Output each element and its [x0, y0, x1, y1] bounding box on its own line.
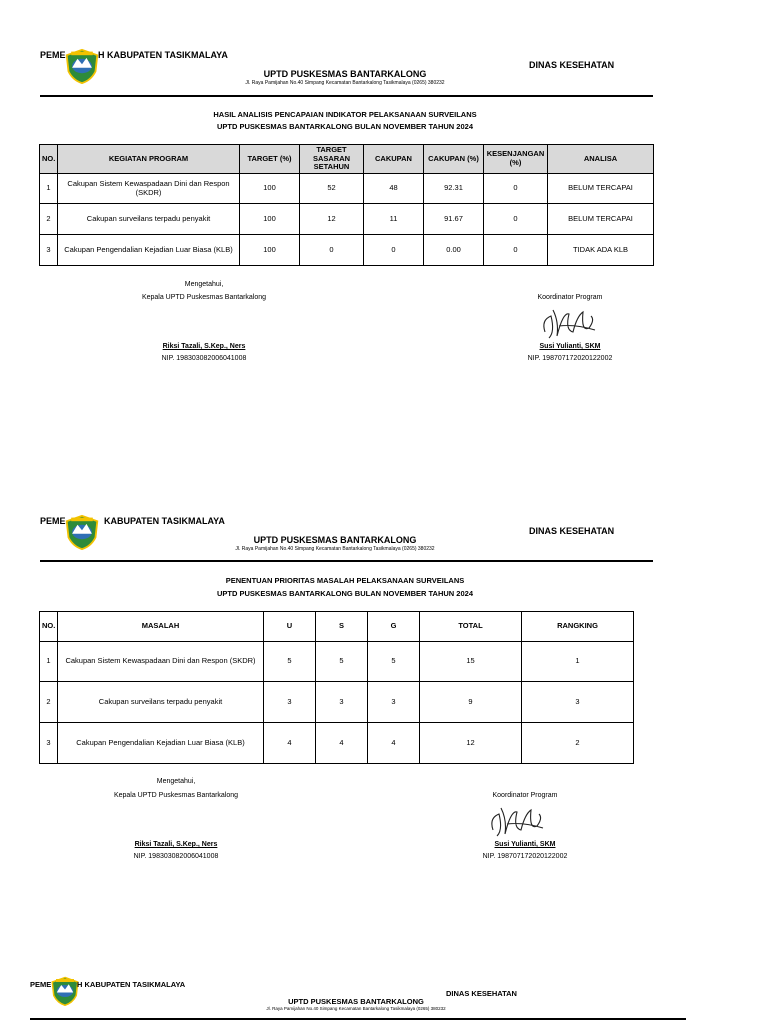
priority-table	[39, 611, 634, 764]
regency-emblem-icon	[64, 514, 100, 550]
table-cell: 3	[40, 235, 58, 266]
table-cell: 3	[316, 682, 368, 723]
table-header-row	[40, 145, 654, 174]
regency-emblem-icon	[50, 976, 80, 1006]
col-header: KEGIATAN PROGRAM	[58, 145, 240, 174]
table-cell: Cakupan surveilans terpadu penyakit	[58, 204, 240, 235]
table-cell: 4	[368, 723, 420, 764]
col-header: RANGKING	[522, 612, 634, 642]
table-cell: 12	[300, 204, 364, 235]
unit-address: Jl. Raya Pamijahan No.40 Simpang Kecamatan Bantarkalong Tasikmalaya (0265) 380232	[266, 1006, 446, 1011]
table-cell: 4	[316, 723, 368, 764]
col-header: KESENJANGAN (%)	[484, 145, 548, 174]
sign-right-nip: NIP. 198707172020122002	[527, 355, 613, 362]
gov-name-left: PEME	[40, 516, 66, 526]
table-cell: Cakupan Sistem Kewaspadaan Dini dan Respon (SKDR)	[58, 174, 240, 204]
gov-name-left: PEME	[30, 980, 52, 989]
table-cell: 11	[364, 204, 424, 235]
department-name: DINAS KESEHATAN	[529, 526, 615, 536]
header-rule	[40, 560, 653, 562]
table-cell: 1	[40, 174, 58, 204]
sign-left-nip: NIP. 198303082006041008	[161, 355, 247, 362]
col-header: NO.	[40, 145, 58, 174]
sign-right-role: Koordinator Program	[492, 792, 558, 799]
unit-name: UPTD PUSKESMAS BANTARKALONG	[253, 535, 417, 545]
col-header: TARGET SASARAN SETAHUN	[300, 145, 364, 174]
regency-emblem-icon	[64, 48, 100, 84]
table-cell: 1	[40, 642, 58, 682]
sign-right-name: Susi Yulianti, SKM	[494, 841, 556, 848]
sign-left-nip: NIP. 198303082006041008	[133, 853, 219, 860]
table-cell: 0	[484, 204, 548, 235]
table-cell: 100	[240, 204, 300, 235]
table-cell: Cakupan surveilans terpadu penyakit	[58, 682, 264, 723]
sign-left-line2: Kepala UPTD Puskesmas Bantarkalong	[113, 792, 239, 799]
unit-address: Jl. Raya Pamijahan No.40 Simpang Kecamatan Bantarkalong Tasikmalaya (0265) 380232	[245, 80, 445, 86]
table-cell: BELUM TERCAPAI	[548, 174, 654, 204]
table-cell: 91.67	[424, 204, 484, 235]
gov-name-left: PEME	[40, 50, 66, 60]
col-header: NO.	[40, 612, 58, 642]
table-subtitle-1: UPTD PUSKESMAS BANTARKALONG BULAN NOVEMBER TAHUN 2024	[217, 122, 473, 131]
sign-left-name: Riksi Tazali, S.Kep., Ners	[162, 343, 246, 350]
sign-right-role: Koordinator Program	[537, 294, 603, 301]
table-cell: 52	[300, 174, 364, 204]
table-header-row	[40, 612, 634, 642]
table-cell: 1	[522, 642, 634, 682]
table-cell: Cakupan Sistem Kewaspadaan Dini dan Respon (SKDR)	[58, 642, 264, 682]
unit-address: Jl. Raya Pamijahan No.40 Simpang Kecamatan Bantarkalong Tasikmalaya (0265) 380232	[235, 546, 435, 552]
sign-right-name: Susi Yulianti, SKM	[539, 343, 601, 350]
table-cell: 3	[40, 723, 58, 764]
table-row	[40, 682, 634, 723]
col-header: CAKUPAN	[364, 145, 424, 174]
table-subtitle-2: UPTD PUSKESMAS BANTARKALONG BULAN NOVEMBER TAHUN 2024	[217, 589, 473, 598]
table-cell: 5	[368, 642, 420, 682]
table-row	[40, 642, 634, 682]
table-cell: 3	[264, 682, 316, 723]
sign-right-nip: NIP. 198707172020122002	[482, 853, 568, 860]
table-cell: 12	[420, 723, 522, 764]
col-header: ANALISA	[548, 145, 654, 174]
table-cell: TIDAK ADA KLB	[548, 235, 654, 266]
table-cell: 2	[40, 204, 58, 235]
col-header: G	[368, 612, 420, 642]
unit-name: UPTD PUSKESMAS BANTARKALONG	[263, 69, 427, 79]
table-cell: Cakupan Pengendalian Kejadian Luar Biasa (KLB)	[58, 723, 264, 764]
gov-name-right: KABUPATEN TASIKMALAYA	[104, 516, 225, 526]
table-cell: 0	[300, 235, 364, 266]
table-cell: 2	[522, 723, 634, 764]
table-cell: 5	[264, 642, 316, 682]
table-cell: 100	[240, 174, 300, 204]
header-rule	[30, 1018, 686, 1020]
col-header: TARGET (%)	[240, 145, 300, 174]
table-cell: 3	[522, 682, 634, 723]
table-cell: 4	[264, 723, 316, 764]
signature-mark	[486, 800, 548, 840]
col-header: TOTAL	[420, 612, 522, 642]
col-header: MASALAH	[58, 612, 264, 642]
table-cell: 0	[484, 174, 548, 204]
table-cell: 48	[364, 174, 424, 204]
table-cell: Cakupan Pengendalian Kejadian Luar Biasa (KLB)	[58, 235, 240, 266]
table-cell: 92.31	[424, 174, 484, 204]
table-cell: 5	[316, 642, 368, 682]
col-header: CAKUPAN (%)	[424, 145, 484, 174]
sign-left-line2: Kepala UPTD Puskesmas Bantarkalong	[141, 294, 267, 301]
table-cell: BELUM TERCAPAI	[548, 204, 654, 235]
gov-name-right: H KABUPATEN TASIKMALAYA	[77, 980, 186, 989]
table-row	[40, 235, 654, 266]
signature-mark	[538, 302, 600, 342]
unit-name: UPTD PUSKESMAS BANTARKALONG	[288, 997, 424, 1006]
table-row	[40, 174, 654, 204]
table-cell: 100	[240, 235, 300, 266]
achievement-table	[39, 144, 654, 266]
table-cell: 0.00	[424, 235, 484, 266]
gov-name-right: H KABUPATEN TASIKMALAYA	[98, 50, 228, 60]
col-header: U	[264, 612, 316, 642]
table-cell: 0	[484, 235, 548, 266]
table-row	[40, 723, 634, 764]
table-cell: 15	[420, 642, 522, 682]
table-cell: 0	[364, 235, 424, 266]
table-cell: 2	[40, 682, 58, 723]
table-title-2: PENENTUAN PRIORITAS MASALAH PELAKSANAAN SURVEILANS	[225, 576, 465, 585]
table-cell: 3	[368, 682, 420, 723]
sign-left-line1: Mengetahui,	[156, 778, 196, 785]
department-name: DINAS KESEHATAN	[529, 60, 615, 70]
header-rule	[40, 95, 653, 97]
table-cell: 9	[420, 682, 522, 723]
sign-left-name: Riksi Tazali, S.Kep., Ners	[134, 841, 218, 848]
department-name: DINAS KESEHATAN	[446, 989, 517, 998]
table-title-1: HASIL ANALISIS PENCAPAIAN INDIKATOR PELAKSANAAN SURVEILANS	[213, 110, 477, 119]
col-header: S	[316, 612, 368, 642]
sign-left-line1: Mengetahui,	[184, 281, 224, 288]
table-row	[40, 204, 654, 235]
